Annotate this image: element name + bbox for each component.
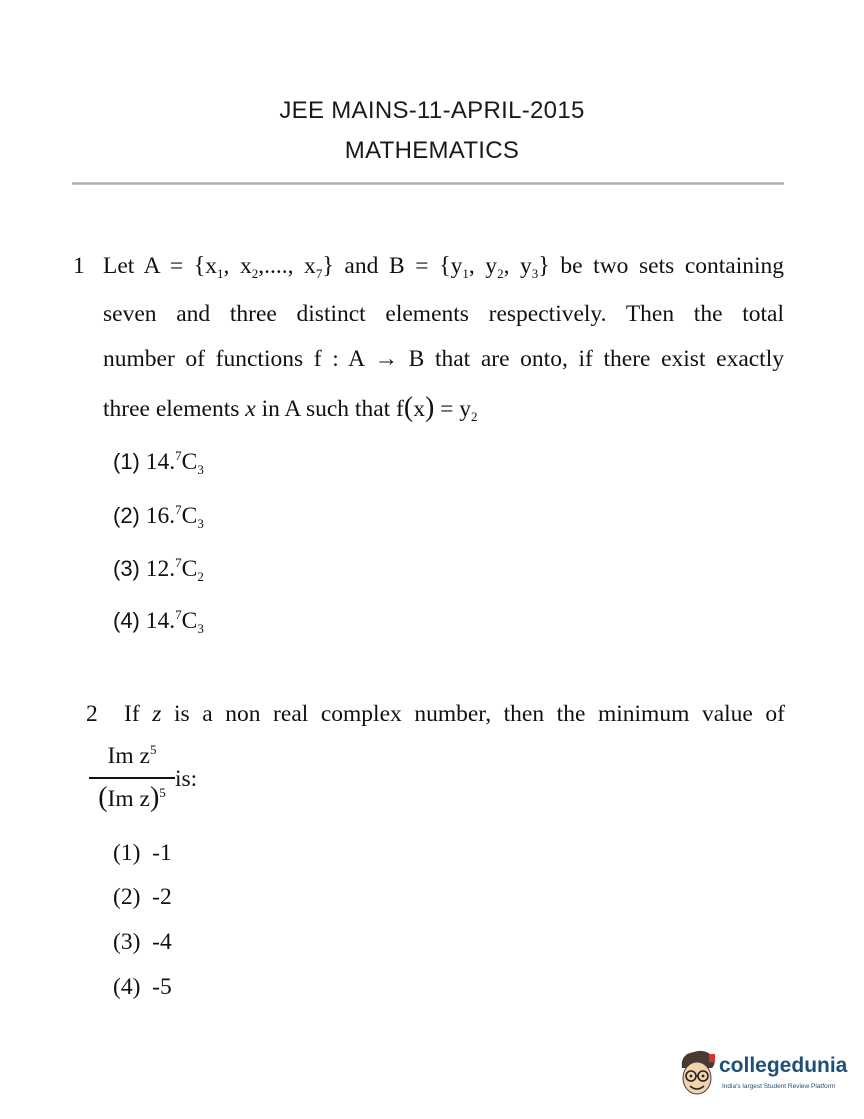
option-2[interactable]: (2) $16.^7C_3$ (113, 502, 204, 531)
question-2-line-1: If z is a non real complex number, then the minimum value of (124, 701, 785, 727)
question-number: 1 (73, 253, 85, 279)
question-1-line-1: Let $A = \{x_1$, $x_2$,...., $x_7$} and $B = \{y_1$, $y_2$, $y_3$} be two sets containing (103, 253, 785, 281)
option-2[interactable]: (2) -2 (113, 884, 172, 910)
subject-title: MATHEMATICS (344, 137, 520, 164)
question-1-line-3: number of functions f : A → B that are onto, if there exist exactly (103, 346, 784, 372)
option-1[interactable]: (1) $14.^7C_3$ (113, 448, 204, 477)
question-1-line-2: seven and three distinct elements respectively. Then the total (103, 301, 784, 327)
question-number: 2 (86, 701, 98, 727)
question-1-line-4: three elements x in A such that $f(x) = y_2$ (103, 392, 478, 424)
logo-tagline: India's largest Student Review Platform (722, 1083, 836, 1090)
mascot-icon (676, 1046, 720, 1106)
fraction-suffix: is: (175, 766, 198, 792)
collegedunia-logo[interactable] (676, 1046, 848, 1106)
header-divider (72, 182, 784, 185)
option-3[interactable]: (3) -4 (113, 929, 172, 955)
option-1[interactable]: (1) -1 (113, 840, 172, 866)
fraction-denominator: (Im z)$^5$ (98, 781, 166, 813)
logo-wordmark: collegedunia (719, 1054, 848, 1077)
fraction (89, 742, 175, 814)
exam-title: JEE MAINS-11-APRIL-2015 (279, 97, 585, 124)
option-3[interactable]: (3) $12.^7C_2$ (113, 555, 204, 584)
option-4[interactable]: (4) -5 (113, 974, 172, 1000)
fraction-bar (89, 777, 175, 779)
fraction-numerator: Im $z^5$ (107, 742, 157, 769)
option-4[interactable]: (4) $14.^7C_3$ (113, 607, 204, 636)
